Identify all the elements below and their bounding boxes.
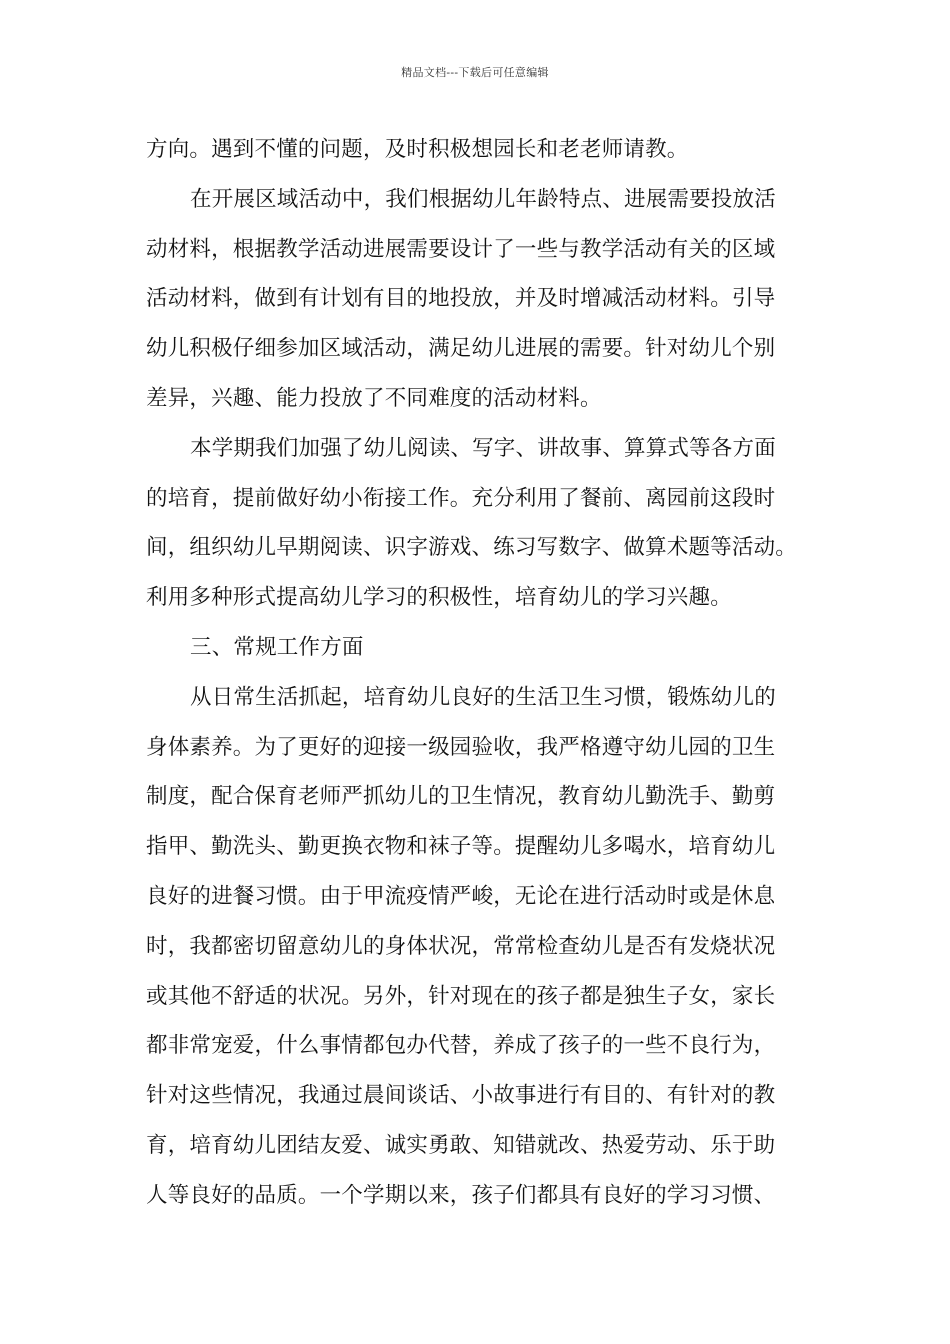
text-line: 时，我都密切留意幼儿的身体状况，常常检查幼儿是否有发烧状况	[146, 933, 776, 959]
text-line: 都非常宠爱，什么事情都包办代替，养成了孩子的一些不良行为，	[146, 1033, 776, 1059]
paragraph-start-line: 在开展区域活动中，我们根据幼儿年龄特点、进展需要投放活	[190, 186, 776, 212]
text-line: 或其他不舒适的状况。另外，针对现在的孩子都是独生子女，家长	[146, 983, 776, 1009]
text-line: 差异，兴趣、能力投放了不同难度的活动材料。	[146, 385, 602, 411]
text-line: 动材料，根据教学活动进展需要设计了一些与教学活动有关的区域	[146, 236, 776, 262]
text-line: 幼儿积极仔细参加区域活动，满足幼儿进展的需要。针对幼儿个别	[146, 336, 776, 362]
text-line: 人等良好的品质。一个学期以来，孩子们都具有良好的学习习惯、	[146, 1182, 776, 1208]
paragraph-start-line: 从日常生活抓起，培育幼儿良好的生活卫生习惯，锻炼幼儿的	[190, 684, 776, 710]
text-line: 利用多种形式提高幼儿学习的积极性，培育幼儿的学习兴趣。	[146, 585, 732, 611]
text-line: 活动材料，做到有计划有目的地投放，并及时增减活动材料。引导	[146, 286, 776, 312]
text-line: 的培育，提前做好幼小衔接工作。充分利用了餐前、离园前这段时	[146, 485, 776, 511]
text-line: 间，组织幼儿早期阅读、识字游戏、练习写数字、做算术题等活动。	[146, 535, 798, 561]
paragraph-start-line: 本学期我们加强了幼儿阅读、写字、讲故事、算算式等各方面	[190, 435, 776, 461]
text-line: 身体素养。为了更好的迎接一级园验收，我严格遵守幼儿园的卫生	[146, 734, 776, 760]
section-heading: 三、常规工作方面	[190, 634, 364, 660]
text-line: 方向。遇到不懂的问题，及时积极想园长和老老师请教。	[146, 137, 689, 162]
text-line: 育，培育幼儿团结友爱、诚实勇敢、知错就改、热爱劳动、乐于助	[146, 1132, 776, 1158]
page-header: 精品文档---下载后可任意编辑	[401, 66, 549, 79]
text-line: 指甲、勤洗头、勤更换衣物和袜子等。提醒幼儿多喝水，培育幼儿	[146, 834, 776, 860]
document-body	[146, 130, 810, 1226]
text-line: 良好的进餐习惯。由于甲流疫情严峻，无论在进行活动时或是休息	[146, 883, 776, 909]
text-line: 制度，配合保育老师严抓幼儿的卫生情况，教育幼儿勤洗手、勤剪	[146, 784, 776, 810]
text-line: 针对这些情况，我通过晨间谈话、小故事进行有目的、有针对的教	[146, 1083, 776, 1109]
